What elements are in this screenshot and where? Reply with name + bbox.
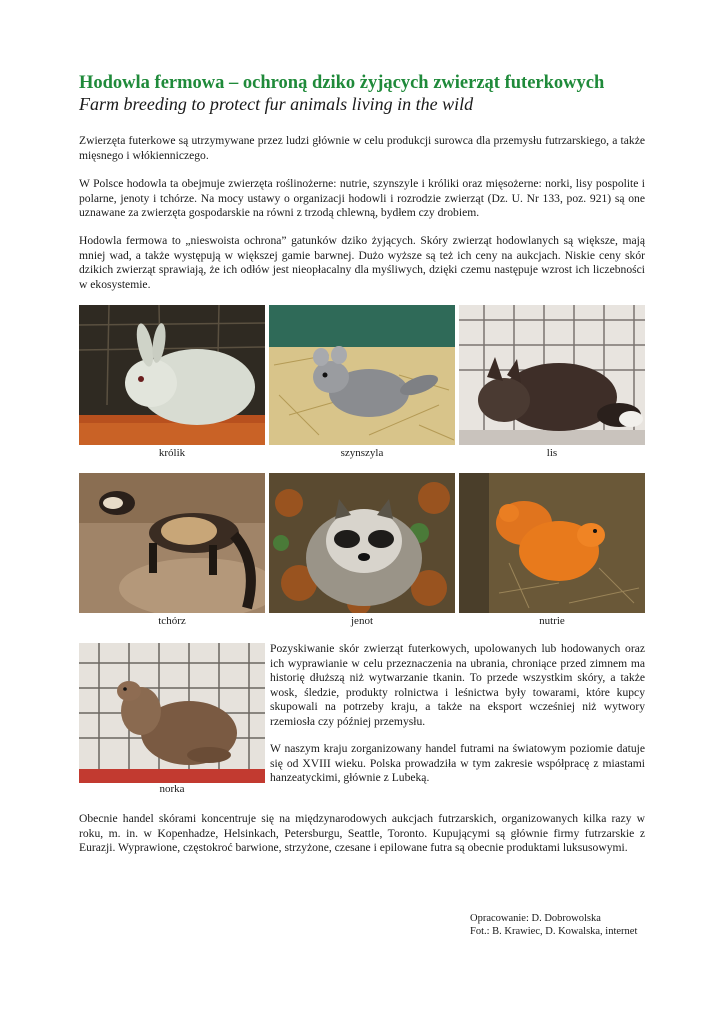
photo-caption: jenot [351,615,373,627]
polecat-photo [79,473,265,613]
chinchilla-photo [269,305,455,445]
page-subtitle: Farm breeding to protect fur animals living in the wild [79,94,474,114]
page-title: Hodowla fermowa – ochroną dziko żyjących zwierząt futerkowych [79,73,605,93]
nutria-photo [459,473,645,613]
author-credit: Opracowanie: D. Dobrowolska [470,913,601,924]
photo-caption: szynszyla [340,447,384,459]
photo-credit: Fot.: B. Krawiec, D. Kowalska, internet [470,926,638,937]
photo-caption: królik [158,447,186,459]
photo-caption: nutrie [539,615,565,627]
fox-photo [459,305,645,445]
intro-paragraph-3: Hodowla fermowa to „nieswoista ochrona” gatunków dziko żyjących. Skóry zwierząt hodowlanych są większe, mają mniej wad, a także występują w większej gamie barwnej. Dużo wyższe są też ich ceny na aukcjach. Niskie ceny skór dzikich zwierząt sprawiają, że ich odłów jest nieopłacalny dla myśliwych, dzięki czemu następuje wzrost ich liczebności w ekosystemie. [79,234,645,291]
mink-photo [79,643,265,783]
body-paragraph-2: W naszym kraju zorganizowany handel futrami na światowym poziomie datuje się od XVIII wieku. Polska prowadziła w tym zakresie współpracę z miastami hanzeatyckimi, głównie z Lubeką. [270,742,645,785]
body-paragraph-1: Pozyskiwanie skór zwierząt futerkowych, upolowanych lub hodowanych oraz ich wyprawianie w celu przeznaczenia na ubrania, chroniące przed zimnem ma historię dłuższą niż wytwarzanie tkanin. To przede wszystkim skóry, a także wosk, śledzie, produkty rolnictwa i leśnictwa były towarami, które kupcy skupowali na potrzeby kraju, a także na eksport wcześniej niż wytwory rzemiosła czy później przemysłu. [270,642,645,728]
photo-caption: lis [546,447,558,459]
raccoon-dog-photo [269,473,455,613]
intro-paragraph-2: W Polsce hodowla ta obejmuje zwierzęta roślinożerne: nutrie, szynszyle i króliki oraz mięsożerne: norki, lisy pospolite i polarne, jenoty i tchórze. Na mocy ustawy o organizacji hodowli i rozrodzie zwierząt (Dz. U. Nr 133, poz. 921) są one uznawane za zwierzęta gospodarskie na równi z trzodą chlewną, bydłem czy drobiem. [79,177,645,220]
photo-caption: tchórz [158,615,186,627]
rabbit-photo [79,305,265,445]
intro-paragraph-1: Zwierzęta futerkowe są utrzymywane przez ludzi głównie w celu produkcji surowca dla przemysłu futrzarskiego, a także mięsnego i włókienniczego. [79,134,645,162]
body-paragraph-3: Obecnie handel skórami koncentruje się na międzynarodowych aukcjach futrzarskich, organizowanych kilka razy w roku, m. in. w Kopenhadze, Helsinkach, Petersburgu, Seattle, Toronto. Kupującymi są głównie firmy futrzarskie z Eurazji. Wyprawione, częstokroć barwione, strzyżone, czesane i epilowane futra są obecnie produktami luksusowymi. [79,812,645,855]
photo-caption: norka [159,783,185,795]
